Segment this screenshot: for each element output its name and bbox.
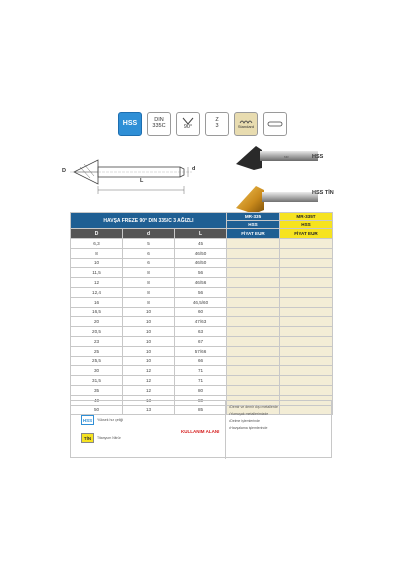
table-row — [71, 278, 333, 288]
table-row — [71, 297, 333, 307]
price-cell-tin — [280, 278, 333, 288]
cell-d: 10 — [123, 346, 175, 356]
price-cell-tin — [280, 336, 333, 346]
footer-panel — [70, 400, 332, 458]
usage-item: • Havşalama işlemlerinde — [229, 426, 330, 430]
price-cell-hss — [227, 287, 280, 297]
cell-D: 20 — [71, 317, 123, 327]
cell-D: 35 — [71, 385, 123, 395]
model2-code: MR-335T — [280, 213, 333, 221]
hss-legend-text: Yüksek hız çeliği — [97, 418, 124, 422]
table-body — [71, 239, 333, 415]
col-header-d: d — [123, 229, 175, 239]
cell-D: 50 — [71, 405, 123, 415]
flute-count-icon: Z 3 — [205, 112, 229, 136]
cell-L: 47/63 — [175, 317, 227, 327]
price-cell-tin — [280, 327, 333, 337]
cell-D: 11,5 — [71, 268, 123, 278]
table-row — [71, 258, 333, 268]
usage-item: • Yumuşak metallerimizde — [229, 412, 330, 416]
price-cell-hss — [227, 376, 280, 386]
table-row — [71, 327, 333, 337]
length-label: L — [140, 178, 144, 184]
usage-list — [229, 405, 330, 430]
cell-D: 23 — [71, 336, 123, 346]
model1-material: HSS — [227, 221, 280, 229]
cell-L: 46/50 — [175, 258, 227, 268]
legend-hss — [81, 415, 123, 425]
tin-legend-icon: TİN — [81, 433, 94, 443]
table-title: HAVŞA FREZE 90° DIN 335/C 3 AĞIZLI — [71, 213, 227, 229]
price-cell-tin — [280, 258, 333, 268]
cell-d: 8 — [123, 268, 175, 278]
usage-item: • Delme işlemlerinde — [229, 419, 330, 423]
table-row — [71, 268, 333, 278]
price-cell-hss — [227, 268, 280, 278]
cell-d: 12 — [123, 385, 175, 395]
cell-D: 20,5 — [71, 327, 123, 337]
table-row — [71, 307, 333, 317]
cell-L: 45 — [175, 239, 227, 249]
shank-dia-label: d — [192, 166, 196, 172]
table-row — [71, 385, 333, 395]
cell-d: 10 — [123, 336, 175, 346]
cell-L: 46/50 — [175, 248, 227, 258]
cell-d: 12 — [123, 376, 175, 386]
cell-D: 12,4 — [71, 287, 123, 297]
cell-L: 60 — [175, 307, 227, 317]
cell-d: 5 — [123, 239, 175, 249]
model1-code: MR-335 — [227, 213, 280, 221]
usage-item: • Demir ve demir dışı metallerde — [229, 405, 330, 409]
price-cell-hss — [227, 239, 280, 249]
cell-D: 10 — [71, 258, 123, 268]
cell-D: 30 — [71, 366, 123, 376]
cell-D: 6,3 — [71, 239, 123, 249]
cell-L: 56 — [175, 268, 227, 278]
price-cell-hss — [227, 317, 280, 327]
price-cell-hss — [227, 366, 280, 376]
head-dia-label: D — [62, 168, 66, 174]
price-cell-tin — [280, 376, 333, 386]
cell-L: 71 — [175, 376, 227, 386]
cell-d: 10 — [123, 356, 175, 366]
price-cell-hss — [227, 346, 280, 356]
cell-D: 25,5 — [71, 356, 123, 366]
table-row — [71, 336, 333, 346]
product-table — [70, 212, 333, 415]
spec-icon-row — [118, 112, 287, 136]
cell-d: 8 — [123, 287, 175, 297]
hss-tin-tool-label: HSS TİN — [312, 190, 334, 196]
price-cell-hss — [227, 356, 280, 366]
price-cell-tin — [280, 239, 333, 249]
tin-legend-text: Titanyum Nitrür — [97, 436, 121, 440]
cell-D: 16,5 — [71, 307, 123, 317]
table-row — [71, 366, 333, 376]
cell-L: 56 — [175, 287, 227, 297]
table-row — [71, 239, 333, 249]
table-row — [71, 287, 333, 297]
cell-d: 6 — [123, 248, 175, 258]
cell-L: 85 — [175, 405, 227, 415]
usage-title: KULLANIM ALANI — [181, 429, 220, 434]
price-cell-tin — [280, 317, 333, 327]
angle-90-icon: 90° — [176, 112, 200, 136]
table-row — [71, 346, 333, 356]
price-cell-tin — [280, 248, 333, 258]
price-header-1: FİYAT EUR — [227, 229, 280, 239]
cell-d: 8 — [123, 297, 175, 307]
model2-material: HSS — [280, 221, 333, 229]
price-cell-hss — [227, 327, 280, 337]
col-header-D: D — [71, 229, 123, 239]
hss-legend-icon: HSS — [81, 415, 94, 425]
price-cell-hss — [227, 258, 280, 268]
price-cell-tin — [280, 307, 333, 317]
price-cell-hss — [227, 248, 280, 258]
cell-d: 8 — [123, 278, 175, 288]
price-cell-hss — [227, 297, 280, 307]
price-cell-tin — [280, 268, 333, 278]
cell-d: 6 — [123, 258, 175, 268]
cell-D: 16 — [71, 297, 123, 307]
cell-d: 10 — [123, 327, 175, 337]
cell-L: 46,5/60 — [175, 297, 227, 307]
cell-L: 71 — [175, 366, 227, 376]
din-standard-icon: DIN 335C — [147, 112, 171, 136]
cell-d: 10 — [123, 307, 175, 317]
cell-d: 10 — [123, 317, 175, 327]
price-cell-hss — [227, 307, 280, 317]
cell-D: 31,5 — [71, 376, 123, 386]
price-cell-tin — [280, 287, 333, 297]
price-cell-hss — [227, 278, 280, 288]
price-cell-tin — [280, 356, 333, 366]
cell-L: 67 — [175, 336, 227, 346]
cell-L: 63 — [175, 327, 227, 337]
usage-panel — [226, 401, 333, 459]
cell-D: 12 — [71, 278, 123, 288]
price-cell-tin — [280, 346, 333, 356]
price-header-2: FİYAT EUR — [280, 229, 333, 239]
price-cell-hss — [227, 385, 280, 395]
cell-d: 13 — [123, 395, 175, 405]
hss-tool-label: HSS — [312, 154, 324, 160]
hss-tin-tool-image — [232, 180, 322, 216]
cell-D: 25 — [71, 346, 123, 356]
svg-text:MR: MR — [284, 155, 289, 159]
cell-L: 66 — [175, 356, 227, 366]
cell-D: 40 — [71, 395, 123, 405]
cell-D: 8 — [71, 248, 123, 258]
cell-d: 12 — [123, 366, 175, 376]
cell-L: 46/56 — [175, 278, 227, 288]
standard-length-icon: Standard — [234, 112, 258, 136]
price-cell-tin — [280, 297, 333, 307]
hss-badge-icon: HSS — [118, 112, 142, 136]
hss-tool-image — [232, 138, 322, 174]
table-row — [71, 376, 333, 386]
price-cell-tin — [280, 385, 333, 395]
col-header-L: L — [175, 229, 227, 239]
cell-L: 80 — [175, 395, 227, 405]
cell-d: 13 — [123, 405, 175, 415]
legend-panel — [71, 401, 226, 459]
table-row — [71, 317, 333, 327]
legend-tin — [81, 433, 121, 443]
price-cell-hss — [227, 336, 280, 346]
table-row — [71, 356, 333, 366]
cell-L: 57/66 — [175, 346, 227, 356]
shank-icon — [263, 112, 287, 136]
countersink-drawing — [70, 150, 200, 200]
price-cell-tin — [280, 366, 333, 376]
cell-L: 80 — [175, 385, 227, 395]
table-row — [71, 248, 333, 258]
